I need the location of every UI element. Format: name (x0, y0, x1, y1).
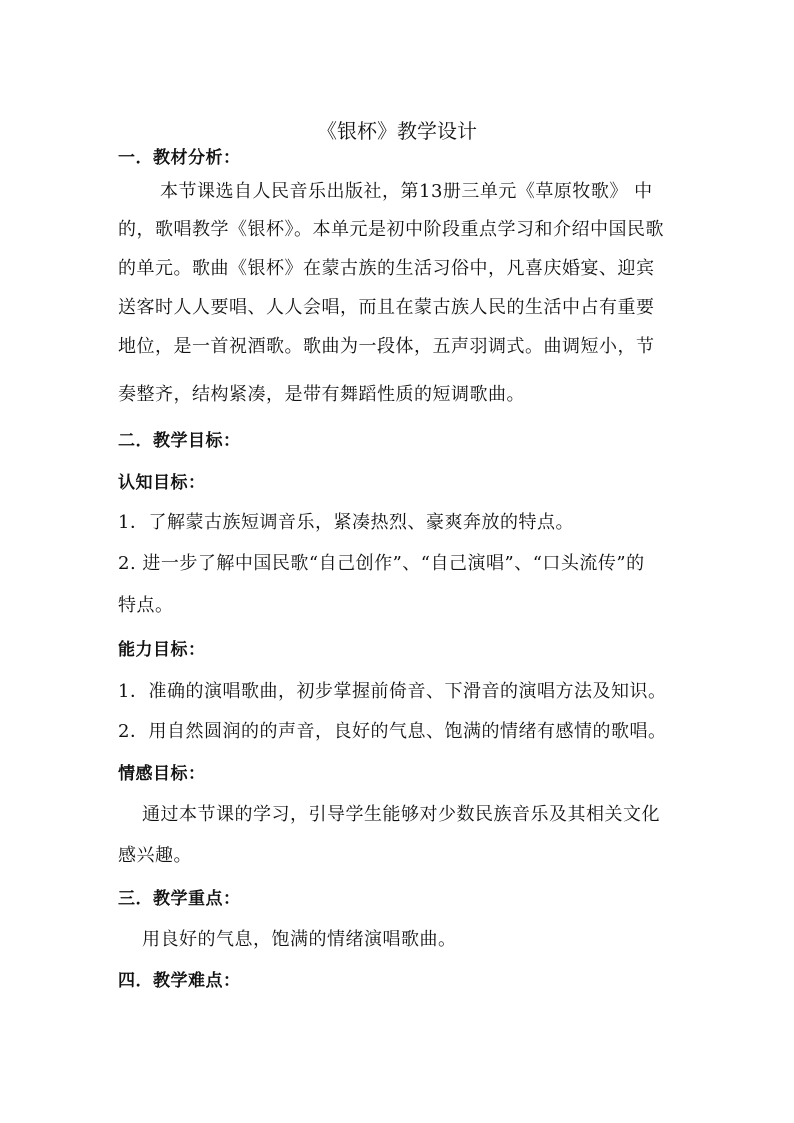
paragraph-line: 的，歌唱教学《银杯》。本单元是初中阶段重点学习和介绍中国民歌 (118, 219, 664, 240)
section-3-heading: 三．教学重点： (118, 889, 241, 909)
ability-goals-heading: 能力目标： (118, 640, 206, 660)
paragraph-line: 本节课选自人民音乐出版社，第13册三单元《草原牧歌》 中 (160, 181, 653, 202)
cognitive-goals-heading: 认知目标： (118, 473, 206, 493)
paragraph-line: 用良好的气息，饱满的情绪演唱歌曲。 (142, 929, 457, 950)
section-2-heading: 二．教学目标： (118, 431, 241, 451)
paragraph-line: 的单元。歌曲《银杯》在蒙古族的生活习俗中，凡喜庆婚宴、迎宾 (118, 258, 655, 279)
paragraph-line: 奏整齐，结构紧凑，是带有舞蹈性质的短调歌曲。 (118, 384, 525, 405)
emotion-goals-heading: 情感目标： (118, 764, 206, 784)
section-4-heading: 四．教学难点： (118, 971, 241, 991)
document-title: 《银杯》教学设计 (317, 119, 477, 143)
paragraph-line: 地位，是一首祝酒歌。歌曲为一段体，五声羽调式。曲调短小，节 (118, 336, 655, 357)
list-item: 2. 进一步了解中国民歌“自己创作”、“自己演唱”、“口头流传”的 (118, 553, 645, 574)
paragraph-line: 感兴趣。 (118, 845, 192, 866)
list-item: 2．用自然圆润的的声音，良好的气息、饱满的情绪有感情的歌唱。 (118, 721, 667, 742)
list-item: 1．了解蒙古族短调音乐，紧凑热烈、豪爽奔放的特点。 (118, 512, 574, 533)
section-1-heading: 一．教材分析： (118, 148, 241, 168)
paragraph-line: 送客时人人要唱、人人会唱，而且在蒙古族人民的生活中占有重要 (118, 297, 655, 318)
paragraph-line: 通过本节课的学习，引导学生能够对少数民族音乐及其相关文化 (142, 804, 660, 825)
list-item: 1．准确的演唱歌曲，初步掌握前倚音、下滑音的演唱方法及知识。 (118, 681, 667, 702)
list-item: 特点。 (118, 595, 174, 616)
